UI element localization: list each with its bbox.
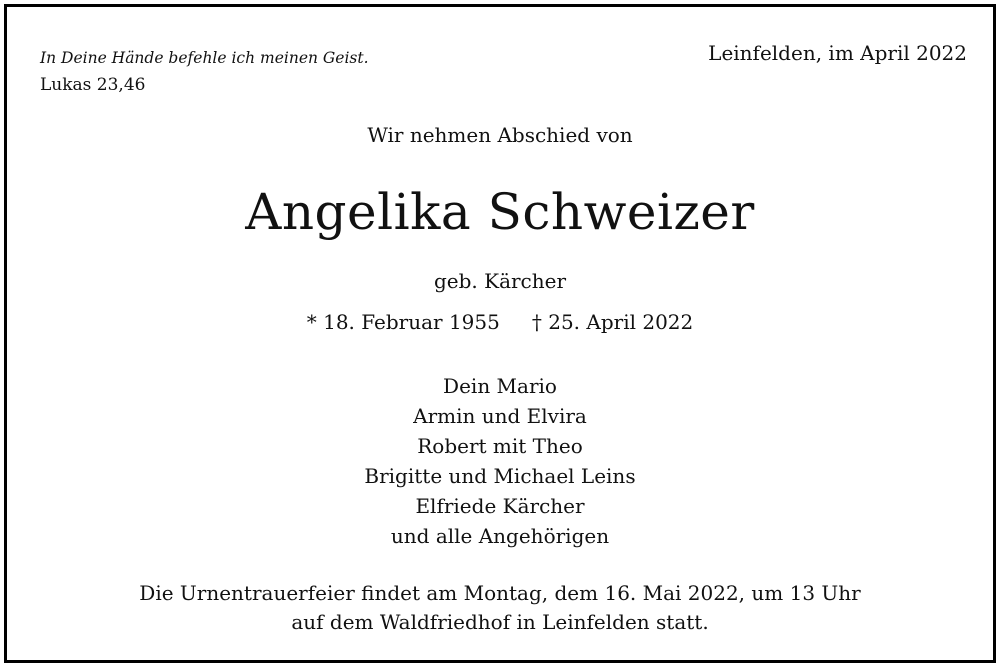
- place-date: Leinfelden, im April 2022: [708, 41, 967, 65]
- verse-quote: In Deine Hände befehle ich meinen Geist.: [40, 49, 369, 67]
- service-line: Die Urnentrauerfeier findet am Montag, dem 16. Mai 2022, um 13 Uhr: [139, 581, 861, 605]
- obituary-frame: [4, 4, 996, 663]
- verse-reference: Lukas 23,46: [40, 75, 146, 95]
- mourner-line: Brigitte und Michael Leins: [364, 464, 636, 488]
- maiden-name: geb. Kärcher: [433, 269, 567, 293]
- birth-date: * 18. Februar 1955: [306, 310, 500, 334]
- mourner-line: Robert mit Theo: [417, 434, 583, 458]
- life-dates: [7, 310, 993, 334]
- intro-text: Wir nehmen Abschied von: [367, 123, 633, 147]
- death-date: † 25. April 2022: [531, 310, 694, 334]
- mourner-line: Armin und Elvira: [413, 404, 587, 428]
- mourner-line: Dein Mario: [443, 374, 557, 398]
- mourner-line: und alle Angehörigen: [390, 524, 610, 548]
- deceased-name: Angelika Schweizer: [245, 183, 755, 241]
- mourners-list: [7, 371, 993, 551]
- mourner-line: Elfriede Kärcher: [415, 494, 585, 518]
- service-line: auf dem Waldfriedhof in Leinfelden statt.: [291, 610, 709, 634]
- bible-verse: [40, 45, 369, 99]
- service-notice: [7, 579, 993, 637]
